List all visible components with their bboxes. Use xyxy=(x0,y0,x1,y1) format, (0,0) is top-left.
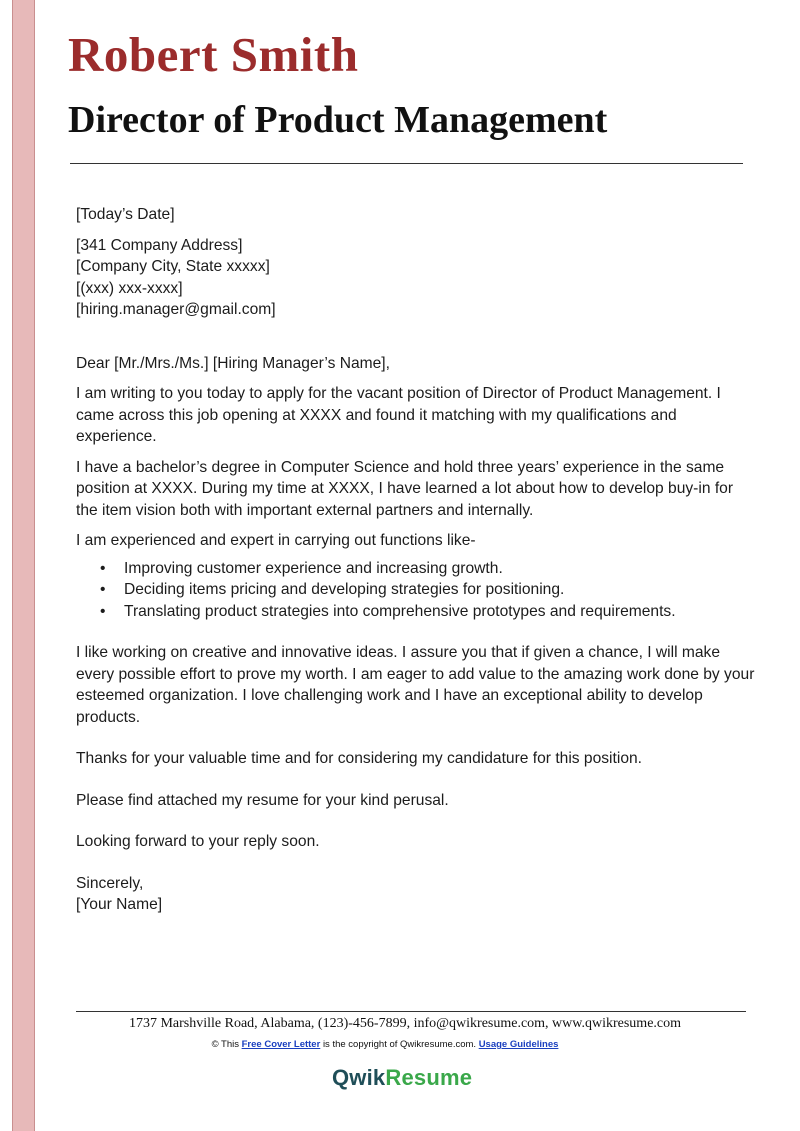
header-divider xyxy=(70,163,743,164)
free-cover-letter-link[interactable]: Free Cover Letter xyxy=(241,1039,321,1050)
qwikresume-logo xyxy=(332,1065,472,1091)
list-item-text: Translating product strategies into comprehensive prototypes and requirements. xyxy=(124,602,676,620)
skills-list xyxy=(76,558,756,623)
address-line: [hiring.manager@gmail.com] xyxy=(76,301,276,318)
recipient-address xyxy=(76,235,756,321)
logo-text-resume: Resume xyxy=(385,1065,473,1090)
letter-body xyxy=(76,204,756,916)
body-paragraph: I have a bachelor’s degree in Computer Science and hold three years’ experience in the same position at XXXX. During my time at XXXX, I have learned a lot about how to develop buy-in for the item vision both with important external partners and internally. xyxy=(76,458,734,519)
address-line: [Company City, State xxxxx] xyxy=(76,258,270,275)
letter-date: [Today’s Date] xyxy=(76,206,175,223)
list-item xyxy=(100,579,756,601)
address-line: [341 Company Address] xyxy=(76,236,243,254)
copyright-icon: © xyxy=(211,1039,219,1050)
decorative-side-bar xyxy=(12,0,35,1131)
logo-text-qwik: Qwik xyxy=(332,1065,386,1090)
footer-contact: 1737 Marshville Road, Alabama, (123)-456-7899, info@qwikresume.com, www.qwikresume.com xyxy=(128,1016,682,1031)
salutation: Dear [Mr./Mrs./Ms.] [Hiring Manager’s Name], xyxy=(76,354,390,372)
body-paragraph: Thanks for your valuable time and for considering my candidature for this position. xyxy=(76,750,642,767)
body-paragraph: Please find attached my resume for your kind perusal. xyxy=(76,791,449,809)
signoff: Sincerely, xyxy=(76,874,144,892)
list-item-text: Improving customer experience and increasing growth. xyxy=(124,559,503,577)
list-item-text: Deciding items pricing and developing strategies for positioning. xyxy=(124,581,565,598)
body-paragraph: I am writing to you today to apply for the vacant position of Director of Product Management. I came across this job opening at XXXX and found it matching with my qualifications and experience. xyxy=(76,385,721,445)
list-item xyxy=(100,601,756,623)
copyright-text: This xyxy=(221,1039,239,1050)
body-paragraph: I like working on creative and innovative ideas. I assure you that if given a chance, I will make every possible effort to prove my worth. I am eager to add value to the amazing work done by your esteemed organization. I love challenging work and I have an exceptional ability to develop products. xyxy=(76,644,755,726)
copyright-text: is the copyright of Qwikresume.com. xyxy=(322,1039,477,1050)
bullet-icon: • xyxy=(100,559,106,577)
footer-divider xyxy=(76,1011,746,1012)
body-paragraph: Looking forward to your reply soon. xyxy=(76,833,320,850)
signature-name: [Your Name] xyxy=(76,896,163,913)
bullet-icon: • xyxy=(100,602,106,620)
list-intro: I am experienced and expert in carrying out functions like- xyxy=(76,532,476,549)
usage-guidelines-link[interactable]: Usage Guidelines xyxy=(478,1039,559,1050)
list-item xyxy=(100,558,756,580)
address-line: [(xxx) xxx-xxxx] xyxy=(76,279,183,297)
applicant-name: Robert Smith xyxy=(68,27,359,82)
bullet-icon: • xyxy=(100,581,106,598)
job-title: Director of Product Management xyxy=(68,99,608,141)
copyright-notice xyxy=(0,1039,770,1050)
